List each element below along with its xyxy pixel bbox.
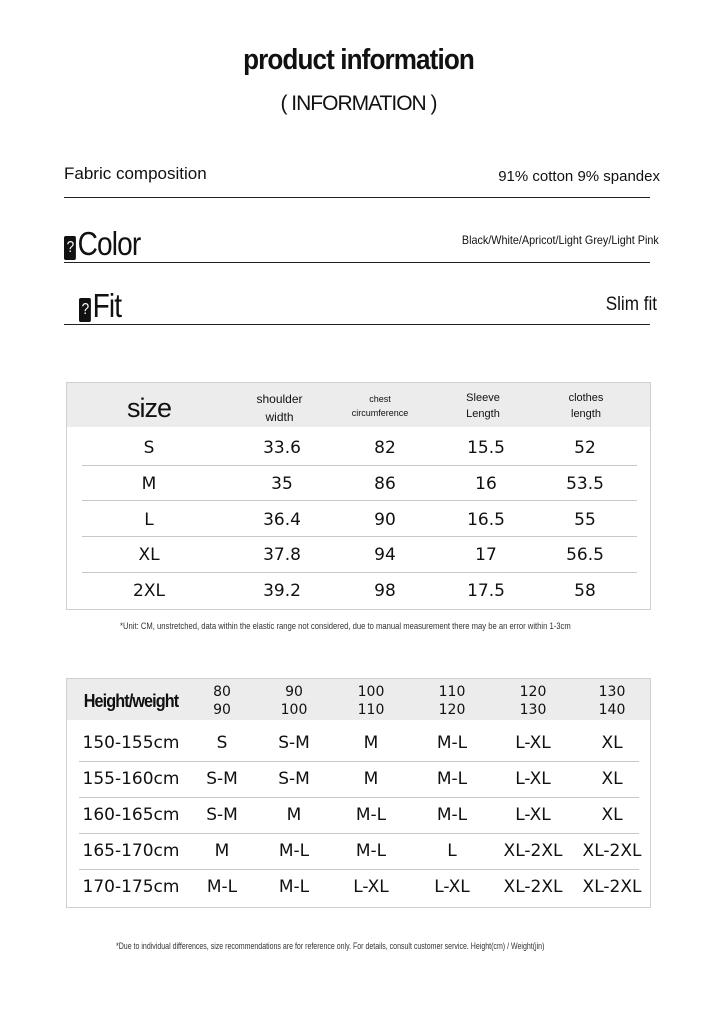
recommended-size-cell: XL-2XL — [582, 841, 642, 861]
row-divider — [79, 761, 639, 762]
recommended-size-cell: S-M — [206, 769, 238, 789]
size-header: size — [126, 393, 171, 423]
recommendation-note: *Due to individual differences, size recommendations are for reference only. For details, consult customer service. Height(cm) / Weight(jin) — [116, 941, 545, 951]
height-range-cell: 155-160cm — [82, 769, 180, 789]
recommended-size-cell: M-L — [436, 769, 468, 789]
row-divider — [82, 572, 637, 573]
measurement-cell: 98 — [374, 581, 396, 601]
row-divider — [79, 869, 639, 870]
recommended-size-cell: M — [363, 733, 379, 753]
fit-heading — [79, 287, 121, 325]
row-divider — [82, 536, 637, 537]
weight-bound: 110 — [438, 684, 466, 700]
measurement-cell: 36.4 — [263, 510, 301, 530]
question-icon: ? — [64, 236, 76, 260]
recommended-size-cell: M — [363, 769, 379, 789]
size-cell: 2XL — [133, 581, 165, 601]
header-line: Length — [466, 408, 500, 420]
recommended-size-cell: L-XL — [515, 733, 551, 753]
weight-range-header — [259, 683, 329, 719]
size-cell: L — [144, 510, 154, 530]
measurement-cell: 55 — [574, 510, 596, 530]
recommended-size-cell: S-M — [278, 769, 310, 789]
recommended-size-cell: S — [216, 733, 228, 753]
fabric-label: Fabric composition — [64, 164, 207, 183]
measurement-cell: 39.2 — [263, 581, 301, 601]
weight-bound: 130 — [519, 702, 547, 718]
color-heading — [64, 225, 140, 263]
color-value: Black/White/Apricot/Light Grey/Light Pink — [462, 233, 659, 247]
weight-bound: 100 — [280, 702, 308, 718]
recommendation-table — [66, 678, 651, 908]
fit-value: Slim fit — [605, 294, 657, 315]
recommended-size-cell: M — [214, 841, 230, 861]
recommended-size-cell: XL — [601, 769, 623, 789]
measurement-cell: 56.5 — [566, 545, 604, 565]
height-range-cell: 160-165cm — [82, 805, 180, 825]
row-divider — [82, 465, 637, 466]
size-note: *Unit: CM, unstretched, data within the elastic range not considered, due to manual measurement there may be an error within 1-3cm — [120, 621, 571, 631]
measurement-cell: 16.5 — [467, 510, 505, 530]
recommended-size-cell: XL-2XL — [582, 877, 642, 897]
weight-range-header — [417, 683, 487, 719]
sleeve-header — [439, 390, 527, 422]
chest-header — [333, 392, 427, 420]
recommended-size-cell: L-XL — [353, 877, 389, 897]
weight-bound: 90 — [213, 702, 231, 718]
recommended-size-cell: M-L — [436, 733, 468, 753]
size-cell: XL — [138, 545, 160, 565]
weight-range-header — [577, 683, 647, 719]
recommended-size-cell: L-XL — [515, 769, 551, 789]
header-line: clothes — [568, 392, 604, 404]
height-range-cell: 165-170cm — [82, 841, 180, 861]
height-range-cell: 150-155cm — [82, 733, 180, 753]
weight-bound: 120 — [438, 702, 466, 718]
measurement-cell: 82 — [374, 438, 396, 458]
measurement-cell: 15.5 — [467, 438, 505, 458]
row-divider — [79, 797, 639, 798]
recommended-size-cell: M-L — [278, 841, 310, 861]
recommended-size-cell: S-M — [278, 733, 310, 753]
measurement-cell: 16 — [475, 474, 497, 494]
fit-divider — [64, 324, 650, 325]
height-range-cell: 170-175cm — [82, 877, 180, 897]
measurement-cell: 53.5 — [566, 474, 604, 494]
fit-label: Fit — [92, 287, 122, 324]
measurement-cell: 17.5 — [467, 581, 505, 601]
measurement-cell: 35 — [271, 474, 293, 494]
weight-range-header — [498, 683, 568, 719]
weight-bound: 120 — [519, 684, 547, 700]
measurement-cell: 86 — [374, 474, 396, 494]
header-line: Sleeve — [466, 392, 500, 404]
size-table — [66, 382, 651, 610]
weight-range-header — [336, 683, 406, 719]
recommended-size-cell: M-L — [355, 805, 387, 825]
weight-bound: 90 — [285, 684, 303, 700]
header-line: circumference — [351, 408, 409, 418]
measurement-cell: 17 — [475, 545, 497, 565]
measurement-cell: 37.8 — [263, 545, 301, 565]
weight-bound: 80 — [213, 684, 231, 700]
row-divider — [79, 833, 639, 834]
recommended-size-cell: M-L — [278, 877, 310, 897]
recommended-size-cell: M — [286, 805, 302, 825]
size-cell: M — [141, 474, 157, 494]
header-line: width — [265, 410, 294, 424]
measurement-cell: 94 — [374, 545, 396, 565]
recommended-size-cell: L — [447, 841, 457, 861]
recommended-size-cell: XL — [601, 805, 623, 825]
weight-range-header — [187, 683, 257, 719]
color-label: Color — [77, 225, 141, 262]
measurement-cell: 90 — [374, 510, 396, 530]
page-title: product information — [243, 44, 474, 76]
row-divider — [82, 500, 637, 501]
shoulder-header — [232, 390, 327, 426]
weight-bound: 140 — [598, 702, 626, 718]
recommended-size-cell: S-M — [206, 805, 238, 825]
weight-bound: 110 — [357, 702, 385, 718]
color-divider — [64, 262, 650, 263]
header-line: chest — [369, 394, 391, 404]
recommended-size-cell: XL — [601, 733, 623, 753]
height-weight-header: Height/weight — [83, 691, 179, 711]
recommended-size-cell: M-L — [436, 805, 468, 825]
question-icon: ? — [79, 298, 91, 322]
recommended-size-cell: L-XL — [515, 805, 551, 825]
fabric-value: 91% cotton 9% spandex — [498, 168, 660, 185]
length-header — [541, 390, 631, 422]
recommended-size-cell: L-XL — [434, 877, 470, 897]
measurement-cell: 33.6 — [263, 438, 301, 458]
recommended-size-cell: XL-2XL — [503, 877, 563, 897]
header-line: length — [571, 408, 601, 420]
recommended-size-cell: XL-2XL — [503, 841, 563, 861]
size-cell: S — [143, 438, 155, 458]
weight-bound: 100 — [357, 684, 385, 700]
recommended-size-cell: M-L — [206, 877, 238, 897]
measurement-cell: 52 — [574, 438, 596, 458]
weight-bound: 130 — [598, 684, 626, 700]
recommended-size-cell: M-L — [355, 841, 387, 861]
page-subtitle: ( INFORMATION ) — [280, 92, 437, 115]
fabric-divider — [64, 197, 650, 198]
header-line: shoulder — [256, 392, 303, 406]
measurement-cell: 58 — [574, 581, 596, 601]
